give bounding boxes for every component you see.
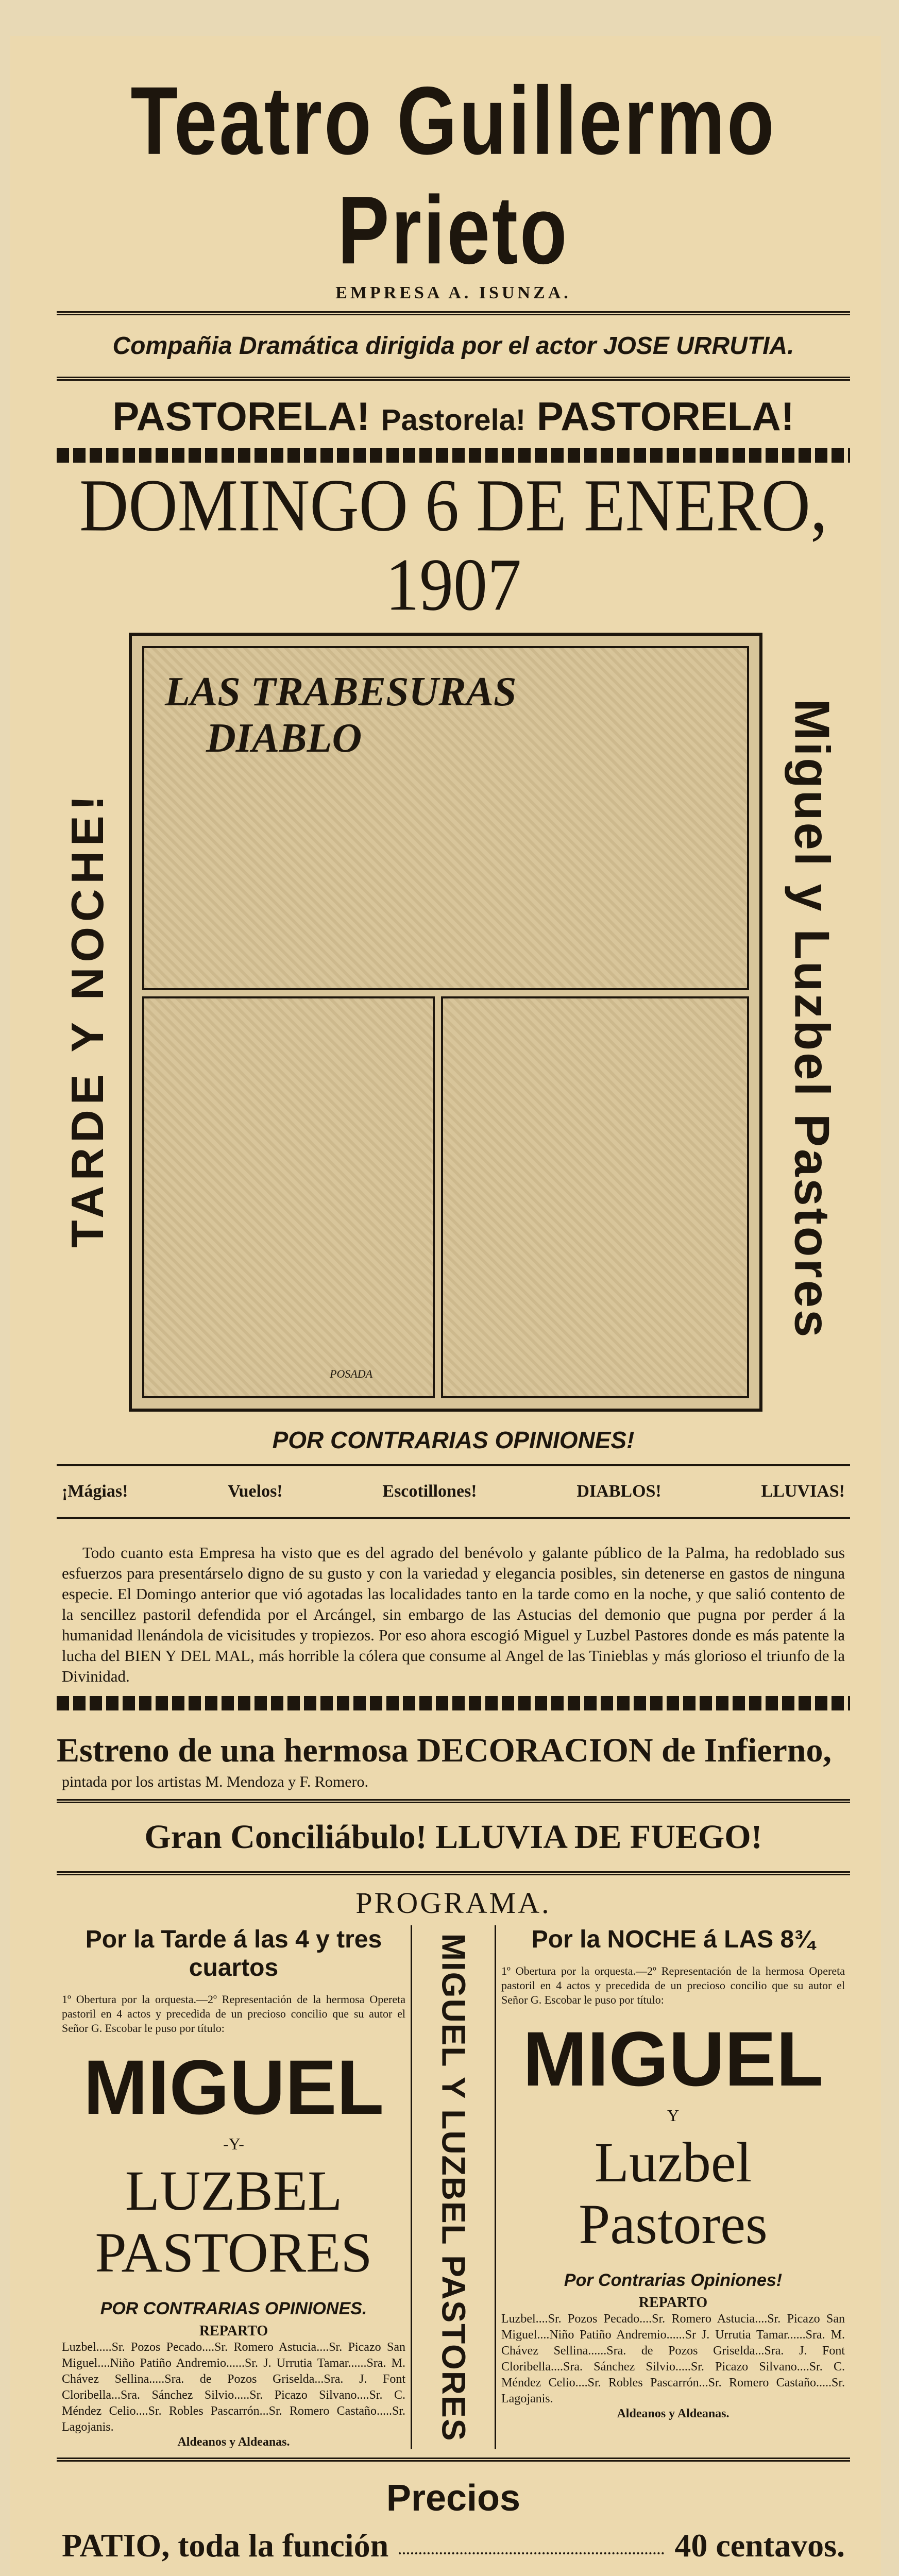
left-time-heading: Por la Tarde á las 4 y tres cuartos: [85, 1926, 382, 1981]
tarde-noche-text: TARDE Y NOCHE!: [62, 790, 113, 1248]
precios-title: Precios: [386, 2478, 521, 2519]
program-right-column: [496, 1925, 850, 2449]
program-middle-column: [411, 1925, 496, 2449]
illustration-bottom-right-panel: [441, 996, 749, 1398]
effect-diablos: DIABLOS!: [576, 1482, 661, 1501]
program-columns: [57, 1925, 850, 2449]
program-left-column: [57, 1925, 411, 2449]
right-cast: Luzbel....Sr. Pozos Pecado....Sr. Romero Astucia....Sr. Picazo San Miguel....Niño Patiño Andremio......Sr J. Urrutia Tamar......Sra. M. Chávez Sellina......Sra. de Pozos Griselda...Sra. J. Font Cloribella....Sra. Sánchez Silvio.....Sr. Picazo Silvano....Sr. C. Méndez Celio....Sr. Robles Pascarrón...Sr. Romero Castaño.....Sr. Lagojanis.: [501, 2312, 845, 2405]
right-name-miguel: MIGUEL: [522, 2015, 824, 2102]
effects-row: [57, 1475, 850, 1509]
illustration: [129, 633, 762, 1412]
illustration-top-panel: [142, 646, 749, 990]
side-text-right: [773, 633, 850, 1405]
divider: [57, 1464, 850, 1466]
pastorela-1: PASTORELA!: [112, 394, 370, 439]
effect-lluvias: LLUVIAS!: [761, 1482, 845, 1501]
middle-vertical-title: MIGUEL Y LUZBEL PASTORES: [435, 1933, 472, 2442]
divider: [57, 1871, 850, 1875]
programa-title: PROGRAMA.: [355, 1886, 551, 1920]
patio-price: 40 centavos.: [674, 2527, 845, 2564]
illustration-label-2: DIABLO: [206, 716, 362, 761]
pastorela-2: Pastorela!: [381, 403, 526, 437]
galeria-price-row: [57, 2572, 850, 2576]
right-contrarias: Por Contrarias Opiniones!: [564, 2270, 783, 2290]
pintada-line: pintada por los artistas M. Mendoza y F. Romero.: [62, 1773, 369, 1790]
right-y: Y: [667, 2106, 680, 2125]
patio-price-row: [57, 2519, 850, 2572]
empresa-line: EMPRESA A. ISUNZA.: [335, 283, 571, 302]
left-name-miguel: MIGUEL: [83, 2044, 384, 2130]
right-aldeanos: Aldeanos y Aldeanas.: [617, 2407, 730, 2420]
pastorela-3: PASTORELA!: [536, 394, 794, 439]
divider: [57, 2458, 850, 2462]
date-heading: DOMINGO 6 DE ENERO, 1907: [79, 463, 827, 626]
right-time-heading: Por la NOCHE á LAS 8¾: [531, 1926, 815, 1953]
dotted-leader: [399, 2527, 664, 2554]
left-description: 1º Obertura por la orquesta.—2º Representación de la hermosa Opereta pastoril en 4 actos y precedida de un precioso concilio que su autor el Señor G. Escobar le puso por título:: [62, 1993, 405, 2035]
divider: [57, 377, 850, 381]
right-name-luzbel: Luzbel Pastores: [579, 2131, 768, 2256]
effect-vuelos: Vuelos!: [228, 1482, 283, 1501]
illustration-signature: POSADA: [330, 1367, 373, 1380]
poster: [10, 36, 881, 2576]
left-name-luzbel: LUZBEL PASTORES: [95, 2159, 372, 2284]
left-contrarias: POR CONTRARIAS OPINIONES.: [100, 2299, 367, 2318]
side-text-left: [57, 633, 118, 1405]
decorative-band: [57, 448, 850, 463]
left-aldeanos: Aldeanos y Aldeanas.: [177, 2435, 290, 2449]
illustration-bottom-left-panel: [142, 996, 435, 1398]
estreno-line: Estreno de una hermosa DECORACION de Infierno,: [57, 1732, 832, 1769]
contrarias-line: POR CONTRARIAS OPINIONES!: [272, 1427, 635, 1453]
pastorela-line: [57, 389, 850, 444]
illustration-zone: [57, 633, 850, 1416]
page-title: Teatro Guillermo Prieto: [130, 66, 776, 284]
divider: [57, 311, 850, 315]
effect-escotillones: Escotillones!: [382, 1482, 477, 1501]
right-reparto: REPARTO: [638, 2295, 708, 2311]
patio-label: PATIO, toda la función: [62, 2527, 389, 2564]
left-cast: Luzbel.....Sr. Pozos Pecado....Sr. Romero Astucia....Sr. Picazo San Miguel....Niño Patiño Andremio......Sr. J. Urrutia Tamar......Sra. M. Chávez Sellina.....Sra. de Pozos Griselda...Sra. J. Font Cloribella...Sra. Sánchez Silvio.....Sr. Picazo Silvano....Sr. C. Méndez Celio....Sr. Robles Pascarrón...Sr. Romero Castaño.....Sr. Lagojanis.: [62, 2341, 405, 2434]
left-reparto: REPARTO: [199, 2323, 268, 2339]
compania-line: Compañia Dramática dirigida por el actor JOSE URRUTIA.: [112, 332, 794, 360]
description-paragraph: [57, 1527, 850, 1692]
right-description: 1º Obertura por la orquesta.—2º Representación de la hermosa Opereta pastoril en 4 actos y precedida de un precioso concilio que su autor el Señor G. Escobar le puso por título:: [501, 1964, 845, 2006]
gran-line: Gran Conciliábulo! LLUVIA DE FUEGO!: [144, 1818, 762, 1856]
effect-magias: ¡Mágias!: [62, 1482, 128, 1501]
description-text: Todo cuanto esta Empresa ha visto que es del agrado del benévolo y galante público de la Palma, ha redoblado sus esfuerzos para presentárselo digno de su gusto y con la variedad y elegancia posibles, sin detenerse en gastos de ninguna especie. El Domingo anterior que vió agotadas las localidades tanto en la tarde como en la noche, y que salió contento de la sencillez pastoril defendida por el Arcángel, sin embargo de las Astucias del demonio que pugna por perder á la humanidad llenándola de vicisitudes y tropiezos. Por eso ahora escogió Miguel y Luzbel Pastores donde es más patente la lucha del BIEN Y DEL MAL, más horrible la cólera que consume al Angel de las Tinieblas y más glorioso el triunfo de la Divinidad.: [62, 1544, 845, 1685]
divider: [57, 1517, 850, 1519]
miguel-luzbel-side-text: Miguel y Luzbel Pastores: [784, 699, 839, 1340]
decorative-band: [57, 1696, 850, 1710]
left-y: -Y-: [223, 2134, 244, 2153]
illustration-label-1: LAS TRABESURAS: [165, 669, 517, 715]
divider: [57, 1799, 850, 1803]
